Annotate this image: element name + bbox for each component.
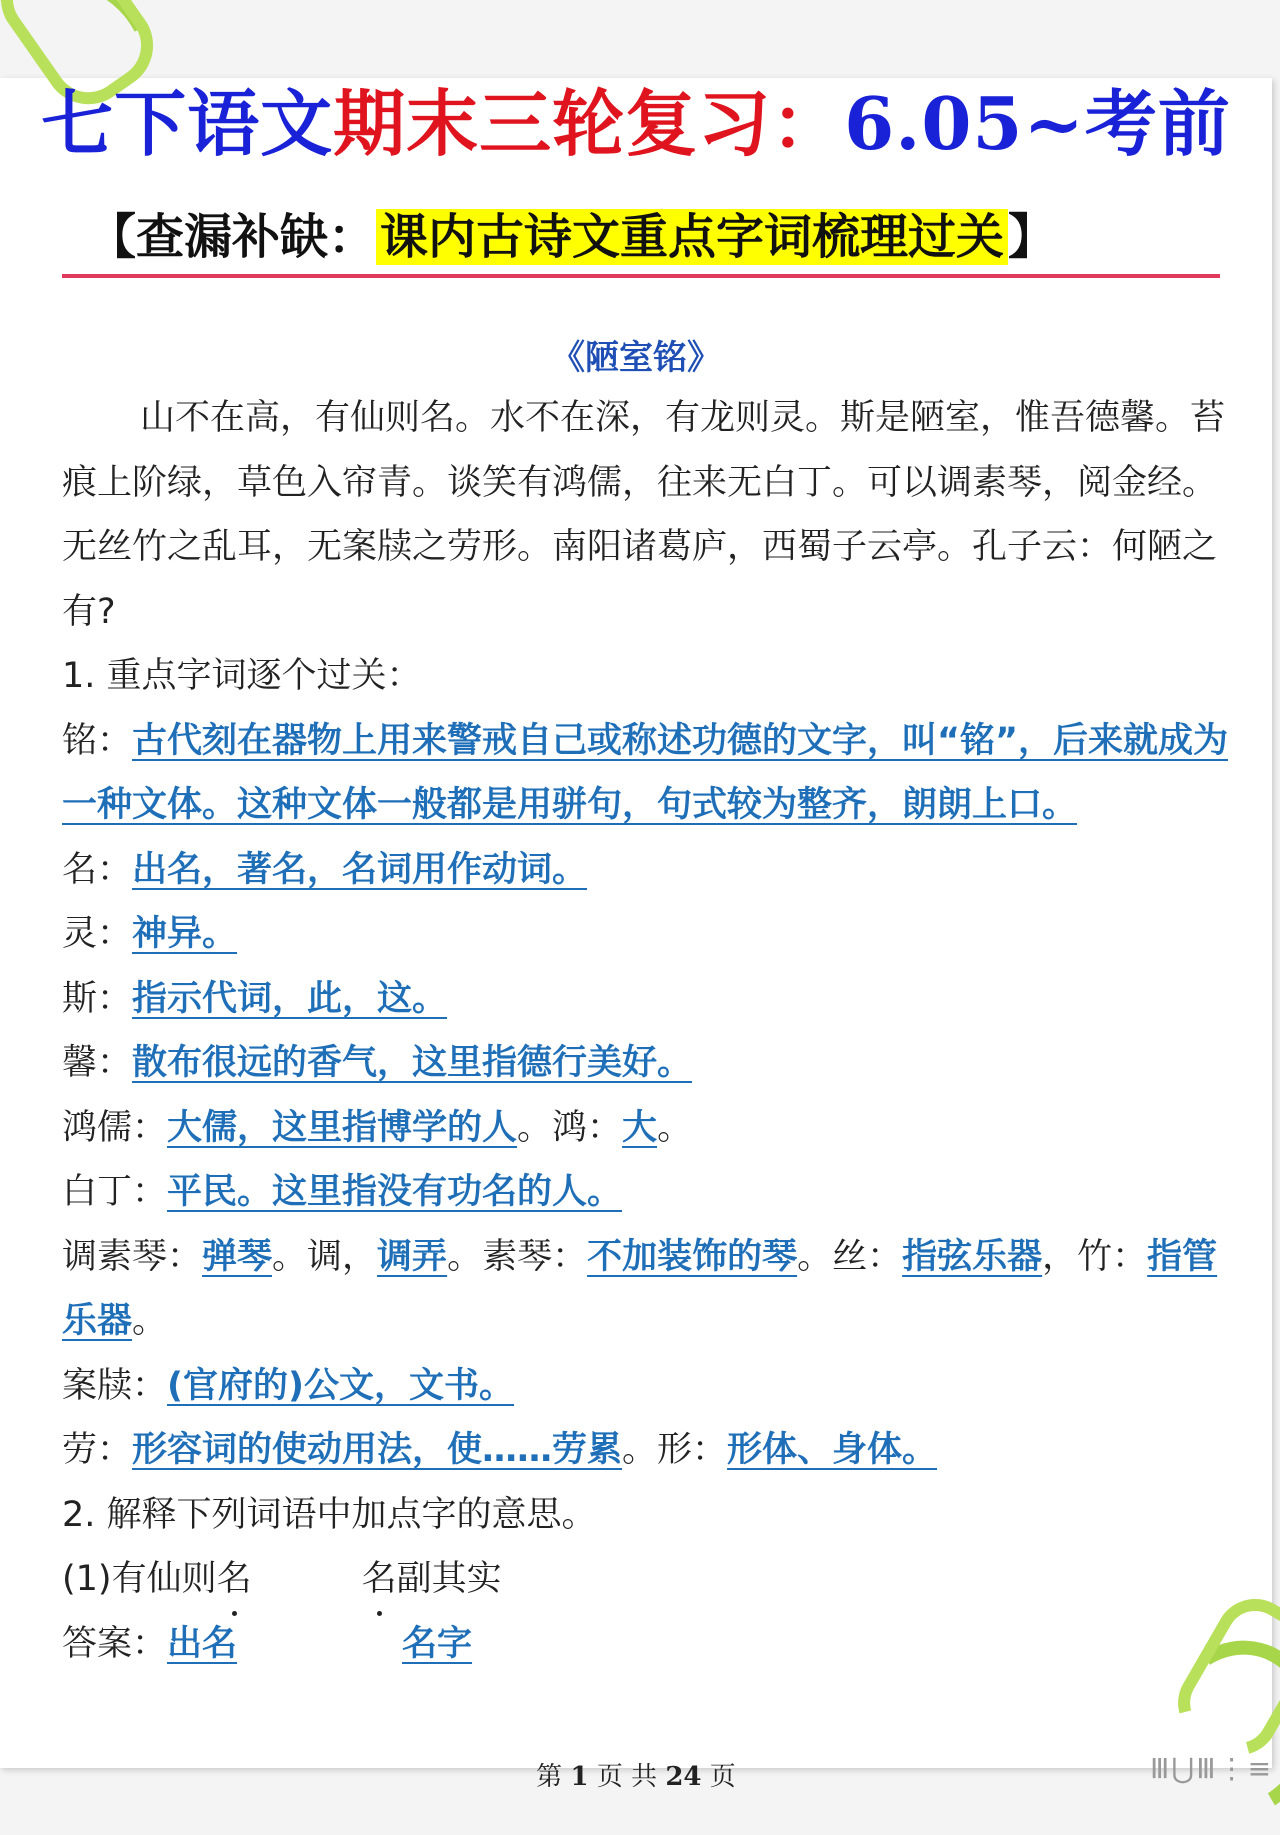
vocab-answer: 大	[622, 1107, 658, 1148]
vocab-answer: 调弄	[377, 1236, 448, 1277]
page-number: 1	[570, 1762, 589, 1792]
vocab-term: 名：	[62, 849, 133, 890]
vocab-answer: 指管乐器	[62, 1236, 1218, 1341]
footer-text: 页 共	[596, 1762, 658, 1792]
vocab-item	[62, 1160, 1242, 1225]
vocab-term: 调素琴：	[62, 1236, 203, 1277]
footer-text: 第	[536, 1762, 563, 1792]
vocab-answer: 形容词的使动用法，使……劳累	[132, 1430, 623, 1470]
vocab-answer: 古代刻在器物上用来警戒自己或称述功德的文字，叫“铭”，后来就成为一种文体。这种文体一般都是用骈句，句式较为整齐，朗朗上口。	[62, 720, 1229, 825]
vocab-text: 。丝：	[797, 1236, 903, 1277]
vocab-term: 鸿儒：	[62, 1107, 168, 1148]
question-text: 副其实	[396, 1559, 502, 1599]
watermark: Ⅲ⋃Ⅲ⋮≡	[1150, 1752, 1274, 1785]
vocab-item	[62, 902, 1242, 967]
vocab-item	[62, 1418, 1242, 1483]
vocab-answer: (官府的)公文，文书。	[167, 1365, 515, 1406]
vocab-term: 白丁：	[62, 1172, 168, 1212]
footer-text: 页	[709, 1762, 736, 1792]
vocab-answer: 平民。这里指没有功名的人。	[167, 1172, 623, 1212]
vocab-text: 。素琴：	[447, 1236, 588, 1277]
vocab-answer: 神异。	[132, 914, 238, 954]
title-part-1: 七下语文	[41, 81, 334, 166]
answer-line	[62, 1612, 1242, 1677]
answer-text: 名字	[402, 1623, 473, 1664]
total-pages: 24	[665, 1762, 702, 1792]
vocab-answer: 不加装饰的琴	[587, 1236, 798, 1277]
dotted-character: 名	[362, 1547, 397, 1612]
vocab-item	[62, 1096, 1242, 1161]
vocab-answer: 指示代词，此，这。	[132, 978, 448, 1019]
vocab-term: 灵：	[62, 914, 133, 954]
vocab-answer: 出名，著名，名词用作动词。	[132, 849, 588, 890]
answer-label: 答案：	[62, 1623, 168, 1664]
vocab-term: 案牍：	[62, 1365, 168, 1406]
vocab-answer: 形体、身体。	[727, 1430, 938, 1470]
poem-text: 山不在高，有仙则名。水不在深，有龙则灵。斯是陋室，惟吾德馨。苔痕上阶绿，草色入帘青。谈笑有鸿儒，往来无白丁。可以调素琴，阅金经。无丝竹之乱耳，无案牍之劳形。南阳诸葛庐，西蜀子云亭。孔子云：何陋之有?	[62, 398, 1226, 632]
page-title	[0, 81, 1272, 166]
title-divider	[62, 274, 1220, 278]
vocab-item	[62, 967, 1242, 1032]
vocab-item	[62, 709, 1242, 838]
page-subtitle	[88, 198, 1056, 276]
vocab-answer: 散布很远的香气，这里指德行美好。	[132, 1043, 693, 1083]
vocab-item	[62, 1225, 1242, 1354]
poem-title: 《陋室铭》	[551, 338, 721, 378]
vocab-term: 铭：	[62, 720, 133, 761]
vocab-item	[62, 1031, 1242, 1096]
subtitle-close: 】	[1008, 209, 1057, 265]
vocab-text: 。形：	[622, 1430, 728, 1470]
vocab-answer: 指弦乐器	[902, 1236, 1043, 1277]
vocab-answer: 大儒，这里指博学的人	[167, 1107, 518, 1148]
vocab-text: 。	[132, 1301, 168, 1341]
vocab-text: 。鸿：	[517, 1107, 623, 1148]
vocab-text: 。调，	[272, 1236, 378, 1277]
question-text: 有仙则	[111, 1559, 217, 1599]
vocab-term: 馨：	[62, 1043, 133, 1083]
vocab-item	[62, 1354, 1242, 1419]
vocab-item	[62, 838, 1242, 903]
section-heading: 1. 重点字词逐个过关：	[62, 656, 422, 696]
vocab-text: 。	[657, 1107, 693, 1148]
page-footer	[0, 1756, 1272, 1793]
title-part-3: 6.05~考前	[844, 81, 1231, 166]
answer-text: 出名	[167, 1623, 238, 1664]
section-heading: 2. 解释下列词语中加点字的意思。	[62, 1494, 597, 1535]
vocab-term: 劳：	[62, 1430, 133, 1470]
subtitle-highlight: 课内古诗文重点字词梳理过关	[376, 209, 1008, 265]
vocab-term: 斯：	[62, 978, 133, 1019]
subtitle-open: 【查漏补缺：	[88, 209, 377, 265]
content-body	[62, 386, 1242, 1676]
vocab-answer: 弹琴	[202, 1236, 273, 1277]
title-part-2: 期末三轮复习：	[333, 81, 845, 166]
question-number: (1)	[62, 1559, 112, 1599]
vocab-text: ，竹：	[1042, 1236, 1148, 1277]
question-item	[62, 1547, 1242, 1612]
dotted-character: 名	[217, 1547, 252, 1612]
